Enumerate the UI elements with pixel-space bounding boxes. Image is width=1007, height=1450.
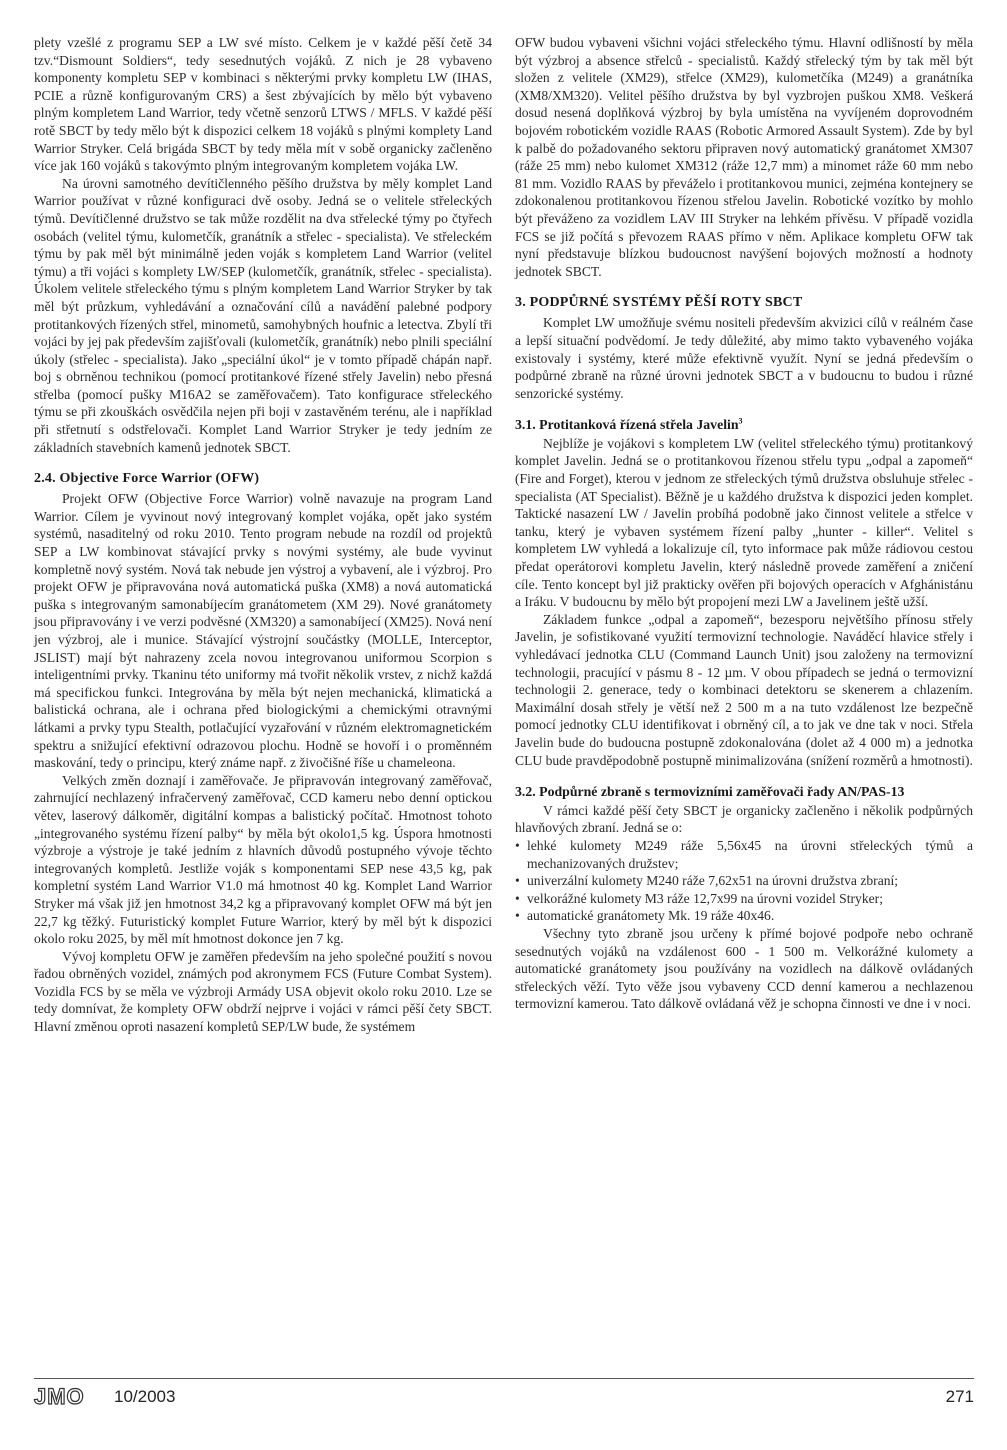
list-item: • velkorážné kulomety M3 ráže 12,7x99 na úrovni vozidel Stryker; (515, 890, 973, 908)
subsection-heading: 3.2. Podpůrné zbraně s termovizními zaměřovači řady AN/PAS-13 (515, 784, 905, 800)
paragraph: Na úrovni samotného devítičlenného pěšího družstva by měly komplet Land Warrior používat v různé konfiguraci dvě osoby. Jedná se o velitele střeleckých týmů. Devítičlenné družstvo se tak může rozdělit na dva střelecké týmy po čtyřech osobách (velitel týmu, kulometčík, granátník a střelec - specialista). Ve střeleckém týmu by pak měl být minimálně jeden voják s kompletem Land Warrior (velitel týmu) a tři vojáci s komplety LW/SEP (kulometčík, granátník, střelec - specialista). Úkolem velitele střeleckého týmu s plným kompletem Land Warrior Stryker by tak měl být průzkum, vyhledávání a označování cílů a navádění palebné podpory protitankových řízených střel, minometů, samohybných houfnic a letectva. Zbylí tři vojáci by jej pak především zajišťovali (kulometčík, granátník) nebo plnili speciální úkoly (střelec - specialista). Jako „speciální úkol“ je v tomto případě chápán např. boj s obrněnou technikou (pomocí protitankové řízené střely Javelin) nebo přesná střelba (pomocí pušky M16A2 se zaměřovačem). Tato konfigurace střeleckého týmu se při zkouškách osvědčila nejen při boji v zastavěném terénu, ale i například při střetnutí s odstřelovači. Komplet Land Warrior Stryker je tedy jedním ze základních stavebních kamenů jednotek SBCT. (34, 175, 492, 455)
issue-number: 10/2003 (114, 1387, 176, 1406)
paragraph: Projekt OFW (Objective Force Warrior) volně navazuje na program Land Warrior. Cílem je vyvinout nový integrovaný komplet vojáka, opět jako systém systémů, nasaditelný od roku 2010. Tento program nebude na rozdíl od projektů SEP a LW kombinovat stávající prvky s novými systémy, ale bude vyvinut kompletně nový systém. Nová tak nebude jen výstroj a vybavení, ale i výzbroj. Pro projekt OFW je připravována nová automatická puška (XM8) a nová automatická puška s integrovaným samonabíjecím granátometem (XM 29). Nové granátomety jsou připravovány i ve verzi podvěsné (XM320) a samonabíjecí (XM25). Nová není jen výzbroj, ale i munice. Stávající výstrojní součástky (MOLLE, Interceptor, JSLIST) mají být nahrazeny zcela novou integrovanou uniformou Scorpion s inteligentními prvky. Tkaninu této uniformy má tvořit několik vrstev, z nichž každá má specifickou funkci. Integrována by měla být nejen mechanická, klimatická a balistická ochrana, ale i ochrana před biologickými a chemickými otravnými látkami a prvky typu Stealth, potlačující vyzařování v různém elektromagnetickém spektru a snižující efektivní odrazovou plochu. Hodně se hovoří i o proměnném maskování, tedy o principu, který známe např. z živočišné říše u chameleona. (34, 491, 492, 771)
page-number: 271 (945, 1387, 974, 1406)
weapons-list (515, 837, 973, 925)
section-heading: 2.4. Objective Force Warrior (OFW) (34, 471, 260, 487)
list-item: • univerzální kulomety M240 ráže 7,62x51 na úrovni družstva zbraní; (515, 872, 973, 890)
paragraph: V rámci každé pěší čety SBCT je organicky začleněno i několik podpůrných hlavňových zbraní. Jedná se o: (515, 802, 973, 836)
subsection-title: 3.1. Protitanková řízená střela Javelin (515, 417, 739, 433)
footer-divider (34, 1378, 974, 1379)
subsection-heading (515, 416, 973, 434)
list-item: • lehké kulomety M249 ráže 5,56x45 na úrovni střeleckých týmů a mechanizovaných družstev; (515, 837, 973, 872)
paragraph: Vývoj kompletu OFW je zaměřen především na jeho společné použití s novou řadou obrněných vozidel, známých pod akronymem FCS (Future Combat System). Vozidla FCS by se měla ve výzbroji Armády USA objevit okolo roku 2010. Lze se tedy domnívat, že komplety OFW obdrží nejprve i vojáci v rámci pěší čety SBCT. Hlavní změnou oproti nasazení kompletů SEP/LW bude, že systémem (34, 948, 492, 1035)
right-column (515, 34, 973, 1013)
paragraph: Všechny tyto zbraně jsou určeny k přímé bojové podpoře nebo ochraně sesednutých vojáků na vzdálenost 600 - 1 500 m. Velkorážné kulomety a automatické granátomety jsou používány na vozidlech na dálkově ovládaných střeleckých věží. Tyto věže jsou vybaveny CCD denní kamerou a nechlazenou termovizní kamerou. Tato dálkově ovládaná věž je schopna činnosti ve dne i v noci. (515, 925, 973, 1012)
list-item: • automatické granátomety Mk. 19 ráže 40x46. (515, 907, 973, 925)
paragraph: Nejblíže je vojákovi s kompletem LW (velitel střeleckého týmu) protitankový komplet Javelin. Jedná se o protitankovou řízenou střelu typu „odpal a zapomeň“ (Fire and Forget), kterou v jednom ze střeleckých týmů družstva obsluhuje střelec - specialista (AT Specialist). Běžně je u každého družstva k dispozici jeden komplet. Taktické nasazení LW / Javelin probíhá podobně jako činnost velitele a střelce v tanku, který je vybaven systémem řízení palby „hunter - killer“. Velitel s kompletem LW vyhledá a lokalizuje cíl, tyto informace pak může rádiovou cestou předat operátorovi kompletu Javelin, který následně provede zaměření a zničení cíle. Tento koncept byl již prakticky ověřen při bojových operacích v Afghánistánu a Iráku. V budoucnu by mělo být propojení mezi LW a Javelinem ještě užší. (515, 435, 973, 610)
paragraph: Komplet LW umožňuje svému nositeli především akvizici cílů v reálném čase a lepší situační podvědomí. Je tedy důležité, aby mimo takto vybaveného vojáka existovaly i systémy, které může efektivně využít. Nyní se jedná především o podpůrné zbraně na různé úrovni jednotek SBCT a v budoucnu to budou i různé senzorické systémy. (515, 315, 973, 401)
footnote-marker: 3 (738, 416, 743, 426)
paragraph: Velkých změn doznají i zaměřovače. Je připravován integrovaný zaměřovač, zahrnující nechlazený infračervený zaměřovač, CCD kameru nebo denní optickou větev, laserový dálkoměr, digitální kompas a balistický počítač. Hmotnost tohoto „integrovaného systému řízení palby“ by měla být okolo1,5 kg. Úspora hmotnosti výzbroje a výstroje je také jedním z hlavních důvodů postupného vývoje těchto integrovaných kompletů. Jestliže voják s komponentami SEP nese 43,5 kg, pak kompletní systém Land Warrior V1.0 má hmotnost 40 kg. Komplet Land Warrior Stryker má však již jen hmotnost 34,2 kg a připravovaný komplet OFW má být jen 22,7 kg těžký. Futuristický komplet Future Warrior, který by měl být k dispozici okolo roku 2025, by měl mít hmotnost dokonce jen 7 kg. (34, 772, 492, 947)
journal-logo: JMO (34, 1384, 85, 1409)
paragraph: plety vzešlé z programu SEP a LW své místo. Celkem je v každé pěší četě 34 tzv.“Dismount Soldiers“, tedy sesednutých vojáků. Z nich je 28 vybaveno komponenty kompletu SEP v kombinaci s některými prvky kompletu LW (IHAS, PCIE a různě konfigurovaným CRS) a šest zbývajících by mělo být vybaveno plným kompletem Land Warrior, tedy včetně senzorů LTWS / MFLS. V každé pěší rotě SBCT by tedy mělo být k dispozici celkem 18 vojáků s plnými komplety Land Warrior Stryker. Celá brigáda SBCT by tedy měla mít v sobě organicky začleněno více jak 160 vojáků s takovýmto plným integrovaným kompletem vojáka LW. (34, 35, 492, 174)
section-heading: 3. PODPŮRNÉ SYSTÉMY PĚŠÍ ROTY SBCT (515, 295, 803, 311)
paragraph: Základem funkce „odpal a zapomeň“, bezesporu největšího přínosu střely Javelin, je sofistikované využití termovizní technologie. Naváděcí hlavice střely i vyhledávací jednotka CLU (Command Launch Unit) jsou založeny na termovizní technologii, pracující v pásmu 8 - 12 µm. V obou případech se jedná o termovizní technologii 2. generace, tedy o kombinaci detektoru se skenerem a chlazením. Maximální dosah střely je větší než 2 500 m a na tuto vzdálenost lze bezpečně pomocí jednotky CLU identifikovat i obrněný cíl, a to jak ve dne tak v noci. Střela Javelin bude do budoucna postupně zdokonalována (dolet až 4 000 m) a jednotka CLU bude pravděpodobně postupně minimalizována (snížení rozměrů a hmotnosti). (515, 611, 973, 768)
page-footer (34, 1384, 974, 1424)
paragraph: OFW budou vybaveni všichni vojáci střeleckého týmu. Hlavní odlišností by měla být výzbroj a absence střelců - specialistů. Každý střelecký tým by tak měl být složen z velitele (XM29), střelce (XM29), kulometčíka (M249) a granátníka (XM8/XM320). Velitel pěšího družstva by byl vyzbrojen puškou XM8. Veškerá dosud nesená doplňková výzbroj by byla umístěna na vyvíjeném doprovodném bojovém robotickém vozidle RAAS (Robotic Armored Assault System). Zde by byl k palbě do požadovaného sektoru připraven nový automatický granátomet XM307 (ráže 25 mm) nebo kulomet XM312 (ráže 12,7 mm) a minomet ráže 60 mm nebo 81 mm. Vozidlo RAAS by převáželo i protitankovou munici, zejména kontejnery se zdokonalenou protitankovou řízenou střelou Javelin. Robotické vozítko by mohlo být převáženo za vozidlem LAV III Stryker na lehkém přívěsu. V případě vozidla FCS se již počítá s převozem RAAS přímo v něm. Aplikace kompletu OFW tak nyní představuje blízkou budoucnost navýšení bojových možností a hodnoty jednotek SBCT. (515, 35, 973, 279)
left-column (34, 34, 492, 1036)
